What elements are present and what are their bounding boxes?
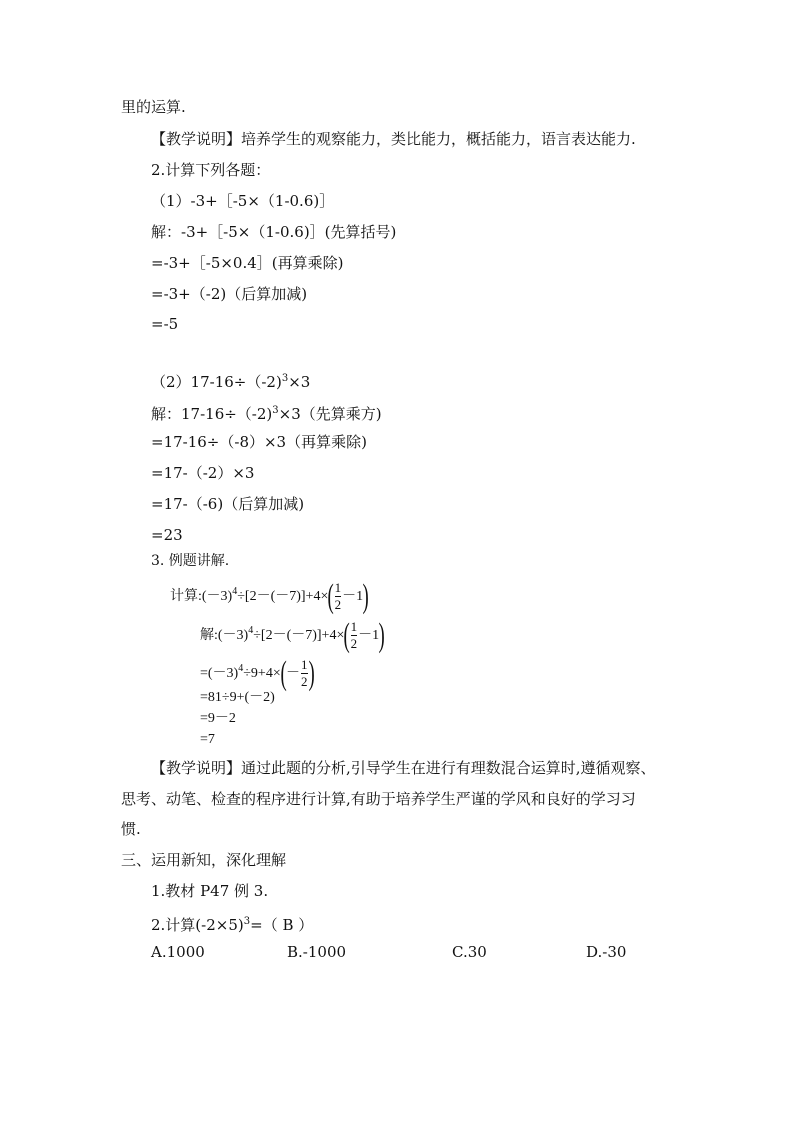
solution-line: 解：17-16÷（-2)$^3$×3（先算乘方) xyxy=(151,405,382,423)
example-solution-line: 解$:(-3)^4\div[2-(-7)]+4\times$( $\frac{1}{2}$ －1) xyxy=(200,616,385,654)
section-heading: 三、运用新知，深化理解 xyxy=(121,851,287,869)
problem-1: （1）-3+［-5×（1-0.6)］ xyxy=(151,192,335,210)
solution-line: =-5 xyxy=(151,315,179,333)
option-d: D.-30 xyxy=(586,943,627,961)
example-solution-line: =81÷9+(－2) xyxy=(200,690,275,705)
fraction-half: $\frac{1}{2}$ xyxy=(334,580,342,613)
solution-line: =23 xyxy=(151,526,183,544)
option-c: C.30 xyxy=(452,943,487,961)
example-expression: 计算$:(-3)^4\div[2-(-7)]+4\times$( $\frac{1}{2}$ －1) xyxy=(170,577,369,615)
example-solution-line: $=(-3)^4\div 9+4\times(-$ $\frac{1}{2}$ ) xyxy=(200,654,315,692)
option-a: A.1000 xyxy=(151,943,205,961)
option-b: B.-1000 xyxy=(287,943,347,961)
example-solution-line: =7 xyxy=(200,732,215,747)
fraction-half: $\frac{1}{2}$ xyxy=(301,657,308,690)
example-heading: 3. 例题讲解. xyxy=(151,553,230,569)
solution-line: 解：-3+［-5×（1-0.6)］(先算括号) xyxy=(151,223,397,241)
fraction-half: $\frac{1}{2}$ xyxy=(350,619,358,652)
exercise-line: 1.教材 P47 例 3. xyxy=(151,882,269,900)
teaching-note: 【教学说明】培养学生的观察能力，类比能力，概括能力，语言表达能力. xyxy=(151,130,636,148)
teaching-note: 惯. xyxy=(121,820,141,838)
example-solution-line: =9－2 xyxy=(200,711,236,726)
teaching-note: 【教学说明】通过此题的分析,引导学生在进行有理数混合运算时,遵循观察、 xyxy=(151,759,656,777)
text-line: 里的运算. xyxy=(121,98,186,116)
problem-2: （2）17-16÷（-2)$^3$×3 xyxy=(151,373,311,391)
teaching-note: 思考、动笔、检查的程序进行计算,有助于培养学生严谨的学风和良好的学习习 xyxy=(121,790,636,808)
solution-line: =-3+［-5×0.4］(再算乘除) xyxy=(151,254,344,272)
solution-line: =17-（-6)（后算加减) xyxy=(151,495,305,513)
solution-line: =17-16÷（-8）×3（再算乘除) xyxy=(151,433,367,451)
text-line: 2.计算下列各题： xyxy=(151,161,271,179)
exercise-question: 2.计算$(-2\times 5)^3=$（ B ） xyxy=(151,916,314,934)
solution-line: =17-（-2）×3 xyxy=(151,464,255,482)
solution-line: =-3+（-2)（后算加减) xyxy=(151,285,308,303)
